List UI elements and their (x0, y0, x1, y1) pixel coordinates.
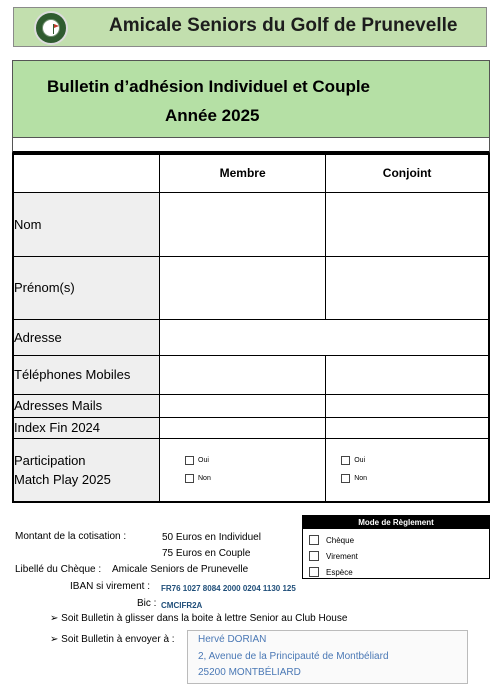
participation-membre-oui[interactable] (185, 454, 325, 468)
instruction-glisser: ➢ Soit Bulletin à glisser dans la boite à lettre Senior au Club House (50, 613, 348, 624)
participation-membre-non[interactable] (185, 472, 325, 486)
cotisation-label: Montant de la cotisation : (15, 531, 127, 542)
mail-membre-field[interactable] (160, 394, 326, 417)
row-label-nom: Nom (13, 192, 160, 256)
telephone-conjoint-field[interactable] (326, 355, 489, 394)
bulletin-title-block (12, 60, 490, 138)
mail-conjoint-field[interactable] (326, 394, 489, 417)
checkbox-icon[interactable] (185, 474, 194, 483)
bic-label: Bic : (137, 598, 157, 609)
participation-label-line2: Match Play 2025 (14, 471, 111, 487)
table-row (13, 192, 489, 256)
mode-option-label: Espèce (326, 567, 353, 577)
nom-conjoint-field[interactable] (326, 192, 489, 256)
adresse-field[interactable] (160, 319, 490, 355)
participation-membre-cell (160, 438, 326, 502)
index-conjoint-field[interactable] (326, 417, 489, 438)
participation-conjoint-cell (326, 438, 489, 502)
option-label: Oui (354, 457, 366, 465)
participation-conjoint-oui[interactable] (341, 454, 488, 468)
nom-membre-field[interactable] (160, 192, 326, 256)
prenom-conjoint-field[interactable] (326, 256, 489, 319)
column-header-membre: Membre (160, 154, 326, 192)
table-row (13, 319, 489, 355)
club-title: Amicale Seniors du Golf de Prunevelle (109, 15, 458, 36)
membership-form-table (12, 153, 490, 503)
column-header-conjoint: Conjoint (326, 154, 489, 192)
bic-value: CMCIFR2A (161, 601, 203, 610)
option-label: Non (198, 475, 211, 483)
row-label-telephones: Téléphones Mobiles (13, 355, 160, 394)
cotisation-couple: 75 Euros en Couple (162, 548, 251, 559)
instruction-envoyer: ➢ Soit Bulletin à envoyer à : (50, 634, 175, 645)
checkbox-icon[interactable] (309, 535, 319, 545)
prenom-membre-field[interactable] (160, 256, 326, 319)
mode-reglement-title: Mode de Règlement (303, 516, 489, 529)
checkbox-icon[interactable] (309, 567, 319, 577)
participation-label-line1: Participation (14, 452, 86, 468)
index-membre-field[interactable] (160, 417, 326, 438)
mode-option-cheque[interactable] (309, 535, 354, 545)
cotisation-individuel: 50 Euros en Individuel (162, 532, 261, 543)
row-label-adresse: Adresse (13, 319, 160, 355)
iban-value: FR76 1027 8084 2000 0204 1130 125 (161, 584, 296, 593)
address-city: 25200 MONTBÉLIARD (198, 667, 301, 678)
cheque-label: Libellé du Chèque : (15, 564, 102, 575)
table-row (13, 256, 489, 319)
mode-option-label: Chèque (326, 535, 355, 545)
spacer-row (12, 138, 490, 153)
address-street: 2, Avenue de la Principauté de Montbéliard (198, 651, 389, 662)
table-row (13, 417, 489, 438)
mailing-address-box (187, 630, 468, 684)
golf-club-logo-icon (34, 11, 68, 45)
bulletin-year: Année 2025 (165, 106, 260, 125)
table-row (13, 355, 489, 394)
option-label: Oui (198, 457, 209, 465)
club-header (13, 7, 487, 47)
table-row (13, 394, 489, 417)
checkbox-icon[interactable] (341, 456, 350, 465)
row-label-prenom: Prénom(s) (13, 256, 160, 319)
mode-option-label: Virement (326, 551, 358, 561)
cheque-value: Amicale Seniors de Prunevelle (112, 564, 249, 575)
row-label-mails: Adresses Mails (13, 394, 160, 417)
table-header-row (13, 154, 489, 192)
mode-reglement-box (302, 515, 490, 579)
bulletin-title: Bulletin d’adhésion Individuel et Couple (47, 77, 371, 96)
row-label-index: Index Fin 2024 (13, 417, 160, 438)
row-label-participation (13, 438, 160, 502)
empty-header-cell (13, 154, 160, 192)
mode-option-virement[interactable] (309, 551, 358, 561)
option-label: Non (354, 475, 368, 483)
table-row (13, 438, 489, 502)
address-name: Hervé DORIAN (198, 634, 267, 645)
checkbox-icon[interactable] (309, 551, 319, 561)
iban-label: IBAN si virement : (70, 581, 151, 592)
checkbox-icon[interactable] (185, 456, 194, 465)
participation-conjoint-non[interactable] (341, 472, 488, 486)
mode-option-espece[interactable] (309, 567, 353, 577)
checkbox-icon[interactable] (341, 474, 350, 483)
telephone-membre-field[interactable] (160, 355, 326, 394)
